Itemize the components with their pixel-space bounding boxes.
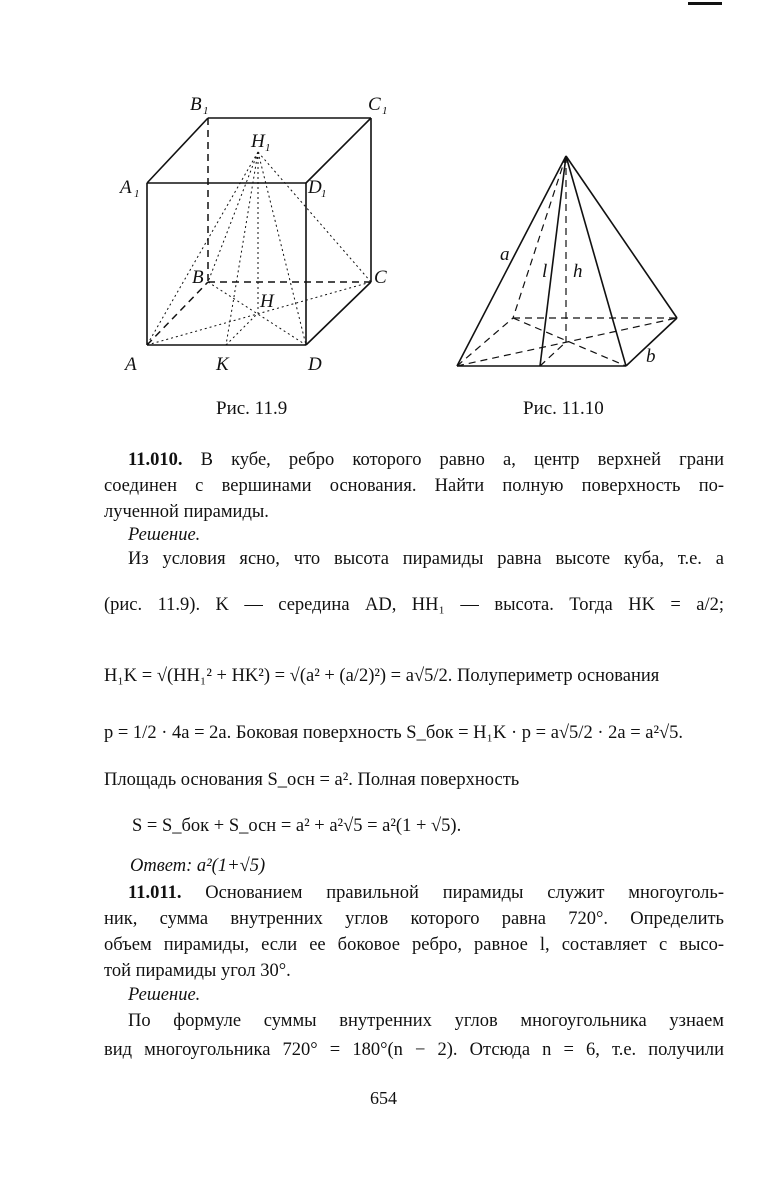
problem-010-answer xyxy=(130,853,750,879)
problem-011-line-3: объем пирамиды, если ее боковое ребро, равное l, составляет с высо- xyxy=(104,935,724,955)
problem-010-solution-line-2: (рис. 11.9). K — середина AD, HH₁ — высота. Тогда HK = a/2; xyxy=(104,595,724,615)
problem-011-line-4: той пирамиды угол 30°. xyxy=(104,961,291,981)
label-b1-sub: 1 xyxy=(203,105,209,117)
problem-011-solution-label: Решение. xyxy=(128,985,201,1005)
problem-011-text-1: Основанием правильной пирамиды служит многоуголь- xyxy=(205,883,725,903)
label-b1: B xyxy=(190,94,202,115)
label-d: D xyxy=(308,354,322,375)
label-a1: A xyxy=(120,177,132,198)
pyramid-label-h: h xyxy=(573,261,583,282)
problem-010-line-3: лученной пирамиды. xyxy=(104,502,269,522)
problem-011-solution-line-1: По формуле суммы внутренних углов многоугольника узнаем xyxy=(128,1011,724,1031)
problem-010-solution-line-3: H₁K = √(HH₁² + HK²) = √(a² + (a/2)²) = a√5/2. Полупериметр основания xyxy=(104,666,660,686)
figure-11-9-caption: Рис. 11.9 xyxy=(216,398,288,419)
label-c1: C xyxy=(368,94,381,115)
problem-010-solution-label: Решение. xyxy=(128,525,201,545)
problem-010-solution-line-5: Площадь основания S_осн = a². Полная поверхность xyxy=(104,770,520,790)
pyramid-label-l: l xyxy=(542,261,548,282)
problem-010-formula-total: S = S_бок + S_осн = a² + a²√5 = a²(1 + √5). xyxy=(132,816,462,836)
label-d1-sub: 1 xyxy=(321,188,327,200)
label-a: A xyxy=(125,354,137,375)
label-h1: H xyxy=(251,131,265,152)
problem-010-solution-line-1: Из условия ясно, что высота пирамиды равна высоте куба, т.е. a xyxy=(128,549,724,569)
problem-011-line-2: ник, сумма внутренних углов которого равна 720°. Определить xyxy=(104,909,724,929)
problem-010-solution-line-4: p = 1/2 · 4a = 2a. Боковая поверхность S_бок = H₁K · p = a√5/2 · 2a = a²√5. xyxy=(104,723,684,743)
answer-value: a²(1+√5) xyxy=(196,856,266,876)
label-d1: D xyxy=(308,177,322,198)
problem-010-line-2: соединен с вершинами основания. Найти полную поверхность по- xyxy=(104,476,724,496)
problem-011-solution-line-2: вид многоугольника 720° = 180°(n − 2). Отсюда n = 6, т.е. получили xyxy=(104,1040,724,1060)
pyramid-label-a: a xyxy=(500,244,510,265)
problem-011-number: 11.011. xyxy=(128,883,182,903)
problem-010-line-1 xyxy=(104,447,724,473)
figure-11-10-diagram xyxy=(445,145,685,380)
figure-11-9-diagram xyxy=(110,90,410,380)
page-number: 654 xyxy=(370,1088,397,1108)
label-b: B xyxy=(192,267,204,288)
problem-011-line-1 xyxy=(104,880,724,906)
label-c1-sub: 1 xyxy=(382,105,388,117)
label-h: H xyxy=(260,291,274,312)
top-rule xyxy=(688,2,722,5)
problem-010-number: 11.010. xyxy=(128,450,183,470)
label-a1-sub: 1 xyxy=(134,188,140,200)
label-k: K xyxy=(216,354,229,375)
label-h1-sub: 1 xyxy=(265,142,271,154)
pyramid-label-b: b xyxy=(646,346,656,367)
label-c: C xyxy=(374,267,387,288)
answer-label: Ответ: xyxy=(130,856,193,876)
figure-11-10-caption: Рис. 11.10 xyxy=(523,398,604,419)
problem-010-text-1: В кубе, ребро которого равно a, центр верхней грани xyxy=(200,450,724,470)
